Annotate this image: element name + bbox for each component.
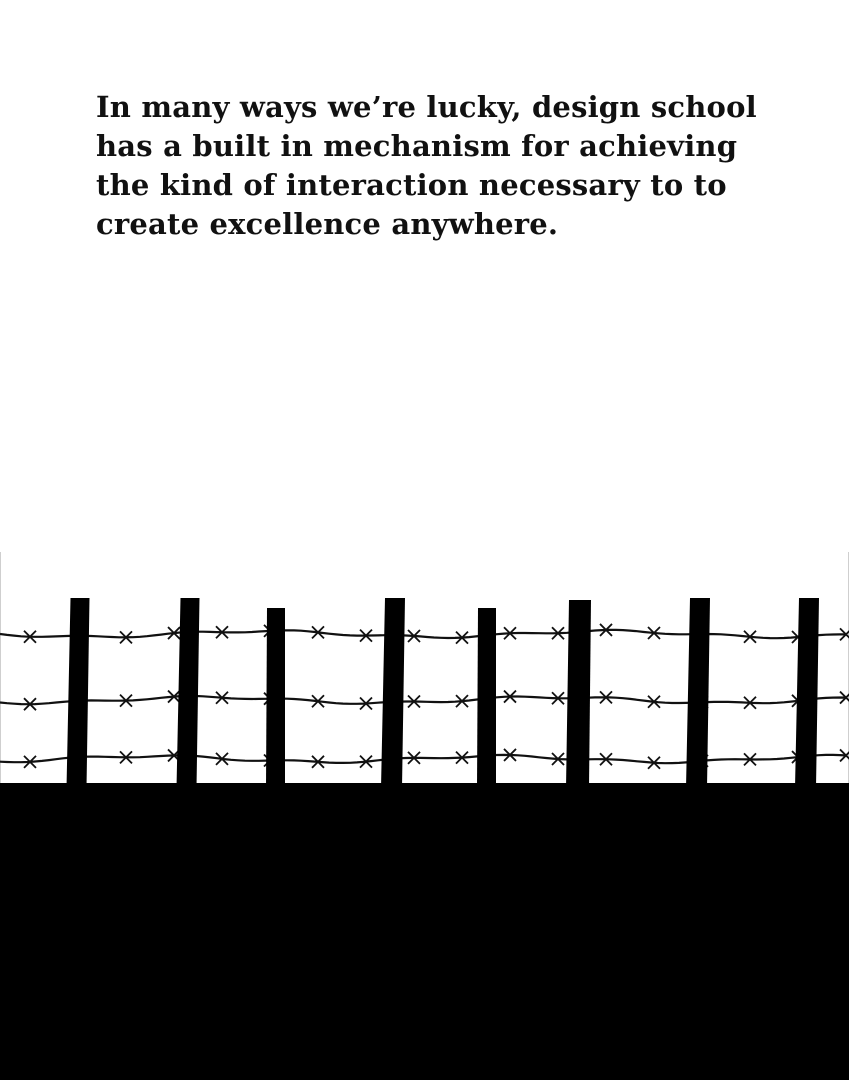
barbed-wires (0, 624, 849, 769)
quote-text (96, 88, 796, 244)
fence-post-8 (795, 598, 819, 788)
fence-post-6 (566, 600, 591, 788)
quote-line-2: has a built in mechanism for achieving (96, 129, 738, 163)
fence-post-2 (177, 598, 200, 788)
fence-post-1 (67, 598, 90, 788)
barbed-wire-fence-illustration (0, 552, 849, 1080)
fence-post-5 (477, 608, 496, 788)
ground (0, 783, 849, 1080)
fence-post-3 (266, 608, 285, 788)
quote-line-1: In many ways we’re lucky, design school (96, 90, 757, 124)
fence-post-7 (686, 598, 710, 788)
quote-line-3: the kind of interaction necessary to to (96, 168, 727, 202)
fence-post-4 (381, 598, 405, 788)
quote-line-4: create excellence anywhere. (96, 207, 559, 241)
